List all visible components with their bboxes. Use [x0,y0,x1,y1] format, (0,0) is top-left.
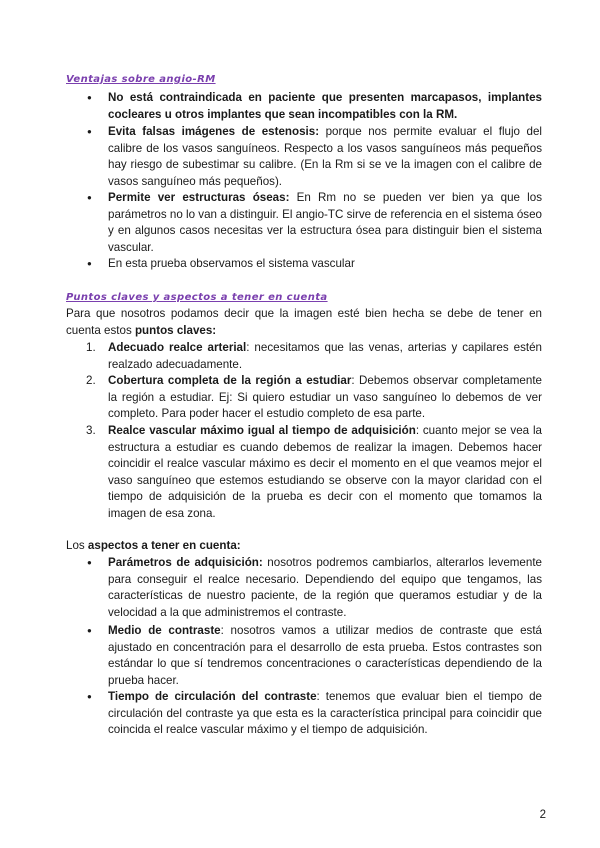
item-text: : necesitamos que las venas, arterias y capilares estén realzado adecuadamente. [108,341,542,371]
item-text: porque nos permite evaluar el flujo del calibre de los vasos sanguíneos. Respecto a los vasos sanguíneos más pequeños hay riesgo de subestimar su calibre. (En la Rm si se ve la imagen con el calibre de vasos sanguíneo más pequeños). [108,125,542,188]
numbered-item [86,423,542,523]
page-number: 2 [539,809,546,821]
item-text: : nosotros vamos a utilizar medios de contraste que está ajustado en concentración para el desarrollo de esta prueba. Estos contrastes son estándar lo que sí tendremos concentraciones o características dependiendo de la prueba hacer. [108,624,542,687]
aspects-intro [66,538,542,555]
item-bold: Permite ver estructuras óseas: [108,191,290,204]
list-item [108,689,542,739]
item-bold: Cobertura completa de la región a estudiar [108,374,352,387]
item-bold: Tiempo de circulación del contraste [108,690,317,703]
list-item [108,623,542,689]
intro-bold: aspectos a tener en cuenta: [87,539,241,552]
list-item [108,90,542,123]
item-number: 3. [86,424,96,437]
list-item [108,190,542,256]
item-text: nosotros podremos cambiarlos, alterarlos levemente para conseguir el realce necesario. Dependiendo del equipo que tengamos, las características de nuestro paciente, de la región que queramos estudiar y de la velocidad a la que administremos el contraste. [108,556,542,619]
item-text: : Debemos observar completamente la región a estudiar. Ej: Si quiero estudiar un vaso sanguíneo lo debemos de ver completo. Para poder hacer el estudio completo de esa parte. [108,374,542,421]
numbered-item [86,373,542,423]
section-heading-puntos-claves: Puntos claves y aspectos a tener en cuenta [66,292,328,303]
intro-bold: puntos claves: [134,323,217,337]
item-bold: Realce vascular máximo igual al tiempo de adquisición [108,424,416,437]
item-text: En Rm no se pueden ver bien ya que los parámetros no lo van a distinguir. El angio-TC sirve de referencia en el sistema óseo y en algunos casos necesitas ver la estructura ósea para distinguir bien el sistema vascular. [108,191,542,254]
item-text: : cuanto mejor se vea la estructura a estudiar es cuando debemos de realizar la imagen. Debemos hacer coincidir el realce vascular máximo es decir el momento en el que veamos mejor el vaso sanguíneo que estemos estudiando se observe con la mayor claridad con el tiempo de adquisición de la prueba es decir con el momento que tomamos la imagen de esa zona. [108,424,542,520]
item-text: : tenemos que evaluar bien el tiempo de circulación del contraste ya que esta es la característica principal para coincidir que coincida el realce vascular máximo y el tiempo de adquisición. [108,690,542,737]
list-item [108,256,542,273]
list-item [108,555,542,621]
item-text: En esta prueba observamos el sistema vascular [108,257,355,270]
item-bold: Adecuado realce arterial [108,341,247,354]
intro-text: Para que nosotros podamos decir que la imagen esté bien hecha se debe de tener en cuenta estos [66,307,542,337]
list-item [108,124,542,190]
item-number: 1. [86,341,96,354]
intro-text: Los [66,539,88,552]
numbered-item [86,340,542,373]
item-bold: No está contraindicada en paciente que presenten marcapasos, implantes cocleares u otros implantes que sean incompatibles con la RM. [108,91,542,121]
section-heading-ventajas: Ventajas sobre angio-RM [66,74,216,85]
item-bold: Evita falsas imágenes de estenosis: [108,125,320,138]
item-number: 2. [86,374,96,387]
item-bold: Parámetros de adquisición: [108,556,263,569]
item-bold: Medio de contraste [108,624,221,637]
intro-paragraph [66,306,542,339]
